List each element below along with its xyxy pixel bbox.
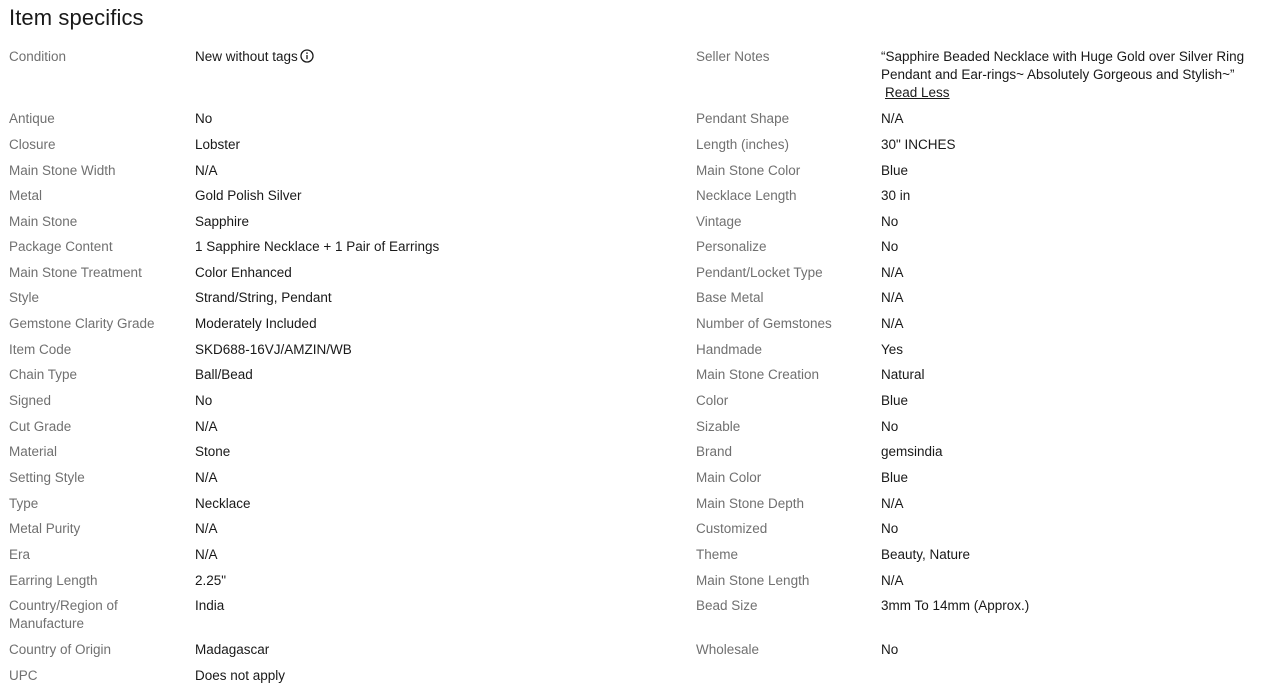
condition-text: New without tags	[195, 49, 298, 64]
spec-row-main-stone	[9, 212, 609, 238]
spec-value: Sapphire	[195, 213, 250, 229]
spec-value: gemsindia	[881, 444, 943, 459]
right-specifics-column	[696, 47, 1262, 666]
spec-label: Main Stone Color	[696, 162, 801, 178]
spec-value: Strand/String, Pendant	[195, 290, 332, 305]
spec-label: Metal	[9, 188, 43, 203]
spec-row-brand	[696, 442, 1262, 468]
spec-value: No	[881, 239, 899, 254]
spec-value: 2.25"	[195, 572, 227, 588]
spec-value: SKD688-16VJ/AMZIN/WB	[195, 341, 352, 357]
spec-label: Closure	[9, 137, 56, 152]
spec-row-main-stone-treatment	[9, 263, 609, 289]
spec-row-condition	[9, 47, 609, 109]
read-less-link[interactable]: Read Less	[885, 85, 950, 100]
spec-value: N/A	[195, 469, 218, 485]
spec-row-package-content	[9, 237, 609, 263]
spec-value: Stone	[195, 444, 231, 459]
spec-label: Handmade	[696, 341, 763, 357]
spec-label: Theme	[696, 546, 739, 562]
spec-row-customized	[696, 519, 1262, 545]
spec-label: Country/Region of Manufacture	[9, 597, 118, 631]
spec-value: No	[195, 111, 213, 126]
spec-row-country-region-of-manufacture	[9, 596, 609, 640]
spec-value: Yes	[881, 341, 904, 357]
spec-value: India	[195, 597, 225, 613]
spec-label: Sizable	[696, 418, 741, 434]
spec-label: Pendant Shape	[696, 111, 790, 126]
spec-label: Bead Size	[696, 597, 758, 613]
spec-value: N/A	[881, 264, 904, 280]
spec-label: Color	[696, 392, 729, 408]
spec-value: No	[881, 521, 899, 536]
spec-value: Ball/Bead	[195, 367, 253, 382]
spec-value: N/A	[881, 572, 904, 588]
spec-value: Madagascar	[195, 641, 270, 657]
condition-value	[195, 47, 314, 68]
spec-row-upc	[9, 666, 609, 691]
spec-row-main-stone-creation	[696, 365, 1262, 391]
spec-value: 1 Sapphire Necklace + 1 Pair of Earrings	[195, 239, 440, 254]
spec-row-personalize	[696, 237, 1262, 263]
spec-label: Era	[9, 546, 31, 562]
spec-row-color	[696, 391, 1262, 417]
spec-label: Vintage	[696, 213, 742, 229]
spec-value: N/A	[195, 521, 218, 536]
spec-row-vintage	[696, 212, 1262, 238]
spec-label: UPC	[9, 667, 38, 683]
seller-notes-value	[881, 47, 1262, 102]
spec-label: Signed	[9, 392, 52, 408]
spec-row-main-stone-width	[9, 161, 609, 187]
spec-row-wholesale	[696, 640, 1262, 666]
spec-label: Style	[9, 290, 40, 305]
spec-label: Material	[9, 444, 58, 459]
spec-label: Main Stone Depth	[696, 495, 805, 511]
spec-label: Cut Grade	[9, 418, 72, 434]
spec-value: No	[195, 392, 213, 408]
spec-label: Package Content	[9, 239, 113, 254]
spec-label: Pendant/Locket Type	[696, 264, 823, 280]
spec-label: Chain Type	[9, 367, 78, 382]
spec-row-bead-size	[696, 596, 1262, 640]
spec-label: Number of Gemstones	[696, 315, 832, 331]
spec-row-base-metal	[696, 288, 1262, 314]
spec-value: N/A	[881, 111, 904, 126]
spec-value: Blue	[881, 469, 909, 485]
spec-value: N/A	[195, 418, 218, 434]
spec-row-type	[9, 494, 609, 520]
spec-label: Main Stone	[9, 213, 78, 229]
spec-value: No	[881, 418, 899, 434]
spec-label: Main Stone Length	[696, 572, 810, 588]
spec-value: 30 in	[881, 188, 911, 203]
spec-label: Country of Origin	[9, 641, 112, 657]
spec-row-antique	[9, 109, 609, 135]
spec-value: N/A	[195, 546, 218, 562]
spec-label: Customized	[696, 521, 768, 536]
spec-row-cut-grade	[9, 417, 609, 443]
spec-row-theme	[696, 545, 1262, 571]
spec-row-chain-type	[9, 365, 609, 391]
spec-label: Item Code	[9, 341, 72, 357]
spec-value: N/A	[195, 162, 218, 178]
spec-row-country-of-origin	[9, 640, 609, 666]
spec-label: Antique	[9, 111, 55, 126]
spec-value: Gold Polish Silver	[195, 188, 302, 203]
spec-label: Necklace Length	[696, 188, 797, 203]
spec-row-seller-notes	[696, 47, 1262, 109]
spec-value: No	[881, 641, 899, 657]
spec-row-number-of-gemstones	[696, 314, 1262, 340]
spec-value: Beauty, Nature	[881, 546, 971, 562]
info-icon[interactable]	[300, 49, 314, 68]
spec-label: Setting Style	[9, 469, 85, 485]
spec-row-setting-style	[9, 468, 609, 494]
spec-label: Main Color	[696, 469, 762, 485]
spec-value: No	[881, 213, 899, 229]
spec-value: Moderately Included	[195, 315, 317, 331]
spec-row-era	[9, 545, 609, 571]
spec-row-material	[9, 442, 609, 468]
spec-label: Gemstone Clarity Grade	[9, 315, 155, 331]
spec-label: Personalize	[696, 239, 767, 254]
spec-value: Does not apply	[195, 667, 286, 683]
spec-value: N/A	[881, 290, 904, 305]
spec-row-pendant-shape	[696, 109, 1262, 135]
spec-label: Metal Purity	[9, 521, 81, 536]
spec-row-length-inches	[696, 135, 1262, 161]
spec-value: Necklace	[195, 495, 251, 511]
spec-value: Blue	[881, 162, 909, 178]
spec-label: Brand	[696, 444, 733, 459]
section-title: Item specifics	[9, 5, 144, 30]
spec-row-item-code	[9, 340, 609, 366]
spec-value: Natural	[881, 367, 925, 382]
spec-value: N/A	[881, 495, 904, 511]
seller-notes-text: “Sapphire Beaded Necklace with Huge Gold over Silver Ring Pendant and Ear-rings~ Absolutely Gorgeous and Stylish~”	[881, 49, 1245, 82]
spec-value: Lobster	[195, 137, 241, 152]
spec-label: Type	[9, 495, 39, 511]
spec-value: N/A	[881, 315, 904, 331]
spec-row-main-stone-color	[696, 161, 1262, 187]
spec-value: Blue	[881, 392, 909, 408]
spec-row-signed	[9, 391, 609, 417]
spec-label: Main Stone Treatment	[9, 264, 142, 280]
spec-value: 30" INCHES	[881, 137, 956, 152]
spec-row-earring-length	[9, 571, 609, 596]
spec-value: 3mm To 14mm (Approx.)	[881, 597, 1030, 613]
spec-label: Length (inches)	[696, 137, 790, 152]
spec-row-metal	[9, 186, 609, 212]
spec-row-closure	[9, 135, 609, 161]
spec-row-main-stone-length	[696, 571, 1262, 596]
spec-label: Wholesale	[696, 641, 760, 657]
left-specifics-column	[9, 47, 609, 691]
spec-label: Earring Length	[9, 572, 98, 588]
spec-row-handmade	[696, 340, 1262, 366]
spec-label: Main Stone Width	[9, 162, 116, 178]
spec-row-style	[9, 288, 609, 314]
spec-row-main-stone-depth	[696, 494, 1262, 520]
spec-label: Seller Notes	[696, 49, 770, 64]
spec-row-gemstone-clarity-grade	[9, 314, 609, 340]
spec-label: Main Stone Creation	[696, 367, 820, 382]
spec-row-necklace-length	[696, 186, 1262, 212]
spec-row-main-color	[696, 468, 1262, 494]
spec-value: Color Enhanced	[195, 264, 292, 280]
spec-row-pendant-locket-type	[696, 263, 1262, 289]
spec-row-metal-purity	[9, 519, 609, 545]
spec-label: Base Metal	[696, 290, 764, 305]
spec-label: Condition	[9, 49, 67, 64]
spec-row-sizable	[696, 417, 1262, 443]
